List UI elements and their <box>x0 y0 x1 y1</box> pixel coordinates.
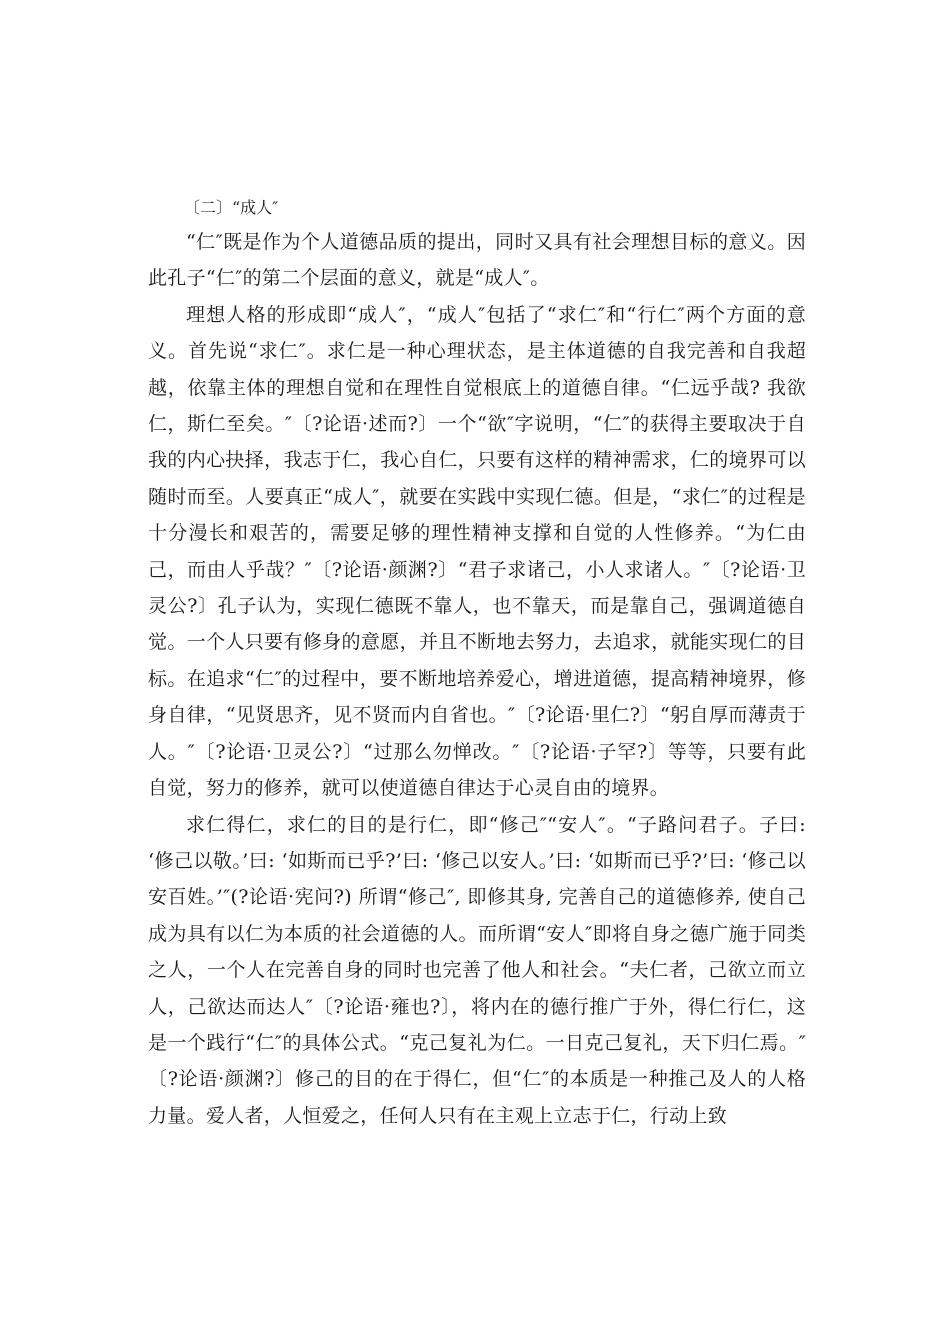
paragraph-2: 理想人格的形成即“成人″，“成人″包括了“求仁″和“行仁″两个方面的意义。首先说“求仁″。求仁是一种心理状态，是主体道德的自我完善和自我超越，依靠主体的理想自觉和在理性自觉根底上的道德自律。“仁远乎哉? 我欲仁，斯仁至矣。″〔?论语·述而?〕一个“欲″字说明，“仁″的获得主要取决于自我的内心抉择，我志于仁，我心自仁，只要有这样的精神需求，仁的境界可以随时而至。人要真正“成人″，就要在实践中实现仁德。但是，“求仁″的过程是十分漫长和艰苦的，需要足够的理性精神支撑和自觉的人性修养。“为仁由己，而由人乎哉？″〔?论语·颜渊?〕“君子求诸己，小人求诸人。″〔?论语·卫灵公?〕孔子认为，实现仁德既不靠人，也不靠天，而是靠自己，强调道德自觉。一个人只要有修身的意愿，并且不断地去努力，去追求，就能实现仁的目标。在追求“仁″的过程中，要不断地培养爱心，增进道德，提高精神境界，修身自律，“见贤思齐，见不贤而内自省也。″〔?论语·里仁?〕“躬自厚而薄责于人。″〔?论语·卫灵公?〕“过那么勿惮改。″〔?论语·子罕?〕等等，只要有此自觉，努力的修养，就可以使道德自律达于心灵自由的境界。 <box>148 303 806 800</box>
section-heading: 〔二〕“成人″ <box>184 198 279 217</box>
paragraph-3: 求仁得仁，求仁的目的是行仁，即“修己″“安人″。“子路问君子。子曰: ‘修己以敬。’曰: ‘如斯而已乎?’曰: ‘修己以安人。’曰: ‘如斯而已乎?’曰: ‘修己以安百姓。’″(?论语·宪问?) 所谓“修己″, 即修其身, 完善自己的道德修养, 使自己成为具有以仁为本质的社会道德的人。而所谓“安人″即将自身之德广施于同类之人，一个人在完善自身的同时也完善了他人和社会。“夫仁者，己欲立而立人，己欲达而达人″〔?论语·雍也?〕，将内在的德行推广于外，得仁行仁，这是一个践行“仁″的具体公式。“克己复礼为仁。一日克己复礼，天下归仁焉。″〔?论语·颜渊?〕修己的目的在于得仁，但“仁″的本质是一种推己及人的人格力量。爱人者，人恒爱之，任何人只有在主观上立志于仁，行动上致 <box>148 813 806 1127</box>
document-body <box>148 192 806 1134</box>
paragraph-1: “仁″既是作为个人道德品质的提出，同时又具有社会理想目标的意义。因此孔子“仁″的第二个层面的意义，就是“成人″。 <box>148 231 806 290</box>
